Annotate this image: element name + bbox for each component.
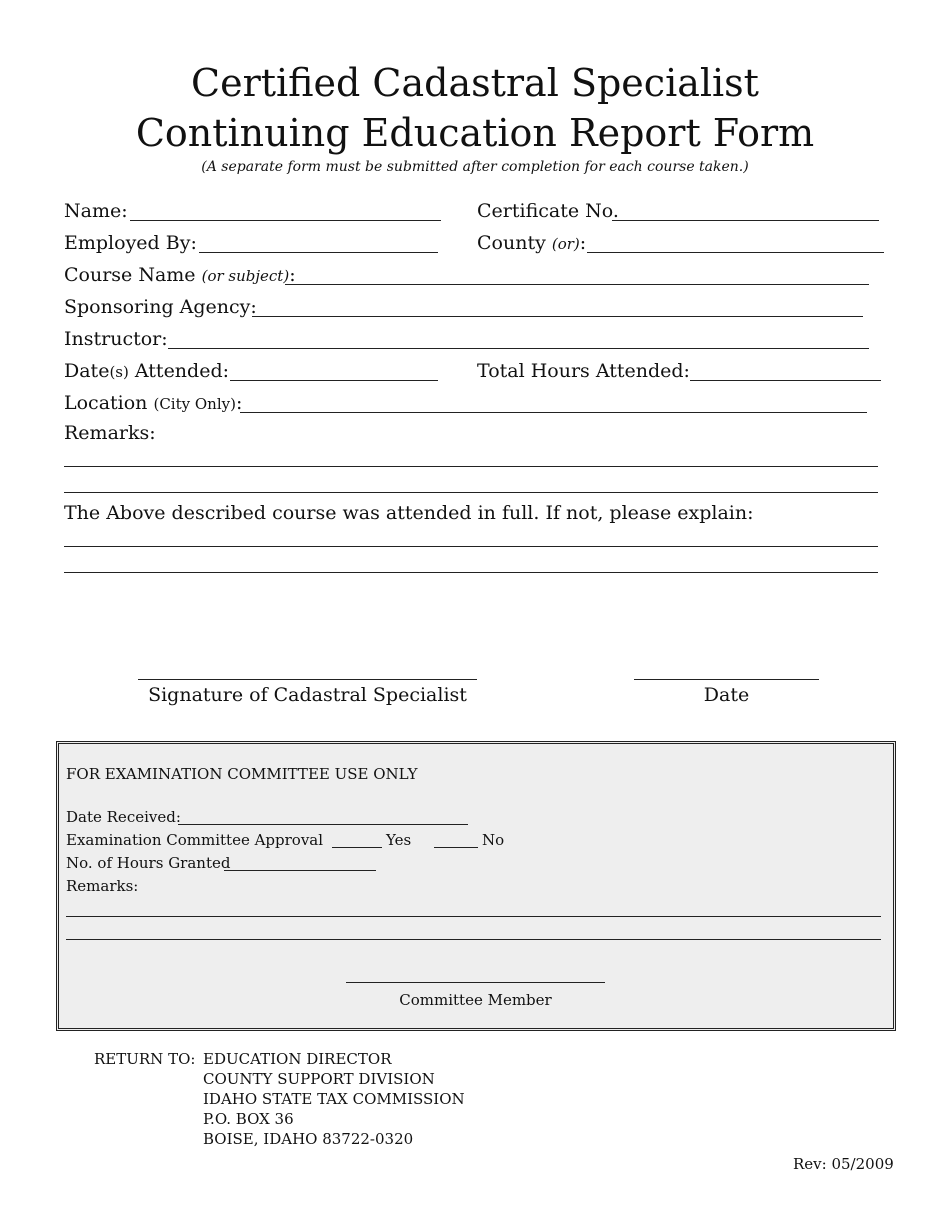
specialist-signature-label: Signature of Cadastral Specialist [148, 684, 467, 706]
return-to-label: RETURN TO: [94, 1050, 196, 1068]
committee-remarks-line-2[interactable] [66, 939, 881, 940]
form-subtitle: (A separate form must be submitted after completion for each course taken.) [201, 159, 749, 175]
committee-approval-label: Examination Committee Approval [66, 831, 324, 849]
hours-granted-field[interactable] [224, 870, 376, 871]
explain-line-1[interactable] [64, 546, 878, 547]
total-hours-field[interactable] [690, 380, 881, 381]
address-line: IDAHO STATE TAX COMMISSION [203, 1090, 465, 1108]
date-received-field[interactable] [178, 824, 468, 825]
name-label: Name: [64, 200, 128, 222]
remarks-label: Remarks: [64, 422, 156, 444]
course-name-note: (or subject) [201, 267, 290, 285]
certificate-no-field[interactable] [612, 220, 879, 221]
county-label: County (or): [477, 232, 587, 254]
committee-remarks-line-1[interactable] [66, 916, 881, 917]
committee-heading: FOR EXAMINATION COMMITTEE USE ONLY [66, 765, 418, 783]
signature-date-line[interactable] [634, 679, 819, 680]
approval-yes-field[interactable] [332, 847, 382, 848]
date-received-label: Date Received: [66, 808, 181, 826]
instructor-label: Instructor: [64, 328, 168, 350]
committee-section [56, 741, 896, 1031]
committee-member-signature-line[interactable] [346, 982, 605, 983]
sponsoring-agency-field[interactable] [252, 316, 863, 317]
sponsoring-agency-label: Sponsoring Agency: [64, 296, 257, 318]
form-title-line2: Continuing Education Report Form [135, 111, 815, 155]
explain-line-2[interactable] [64, 572, 878, 573]
approval-no-field[interactable] [434, 847, 478, 848]
instructor-field[interactable] [168, 348, 869, 349]
committee-remarks-label: Remarks: [66, 877, 139, 895]
location-label: Location (City Only): [64, 392, 243, 414]
total-hours-label: Total Hours Attended: [477, 360, 690, 382]
dates-attended-label: Date(s) Attended: [64, 360, 230, 382]
certificate-no-label: Certificate No. [477, 200, 619, 222]
location-field[interactable] [240, 412, 867, 413]
dates-attended-field[interactable] [230, 380, 438, 381]
revision-label: Rev: 05/2009 [793, 1155, 894, 1173]
hours-granted-label: No. of Hours Granted [66, 854, 231, 872]
employed-by-label: Employed By: [64, 232, 197, 254]
course-name-field[interactable] [285, 284, 869, 285]
specialist-signature-line[interactable] [138, 679, 477, 680]
course-name-label: Course Name (or subject): [64, 264, 296, 286]
county-note: (or) [551, 235, 580, 253]
attendance-statement: The Above described course was attended in full. If not, please explain: [64, 502, 754, 524]
approval-yes-label: Yes [386, 831, 412, 849]
address-line: P.O. BOX 36 [203, 1110, 294, 1128]
employed-by-field[interactable] [199, 252, 438, 253]
signature-date-label: Date [703, 684, 750, 706]
county-field[interactable] [587, 252, 884, 253]
form-title-line1: Certified Cadastral Specialist [191, 61, 759, 105]
committee-member-label: Committee Member [399, 991, 552, 1009]
name-field[interactable] [130, 220, 441, 221]
remarks-line-1[interactable] [64, 466, 878, 467]
location-note: (City Only) [153, 395, 236, 413]
approval-no-label: No [482, 831, 505, 849]
address-line: BOISE, IDAHO 83722-0320 [203, 1130, 414, 1148]
remarks-line-2[interactable] [64, 492, 878, 493]
address-line: COUNTY SUPPORT DIVISION [203, 1070, 435, 1088]
address-line: EDUCATION DIRECTOR [203, 1050, 392, 1068]
